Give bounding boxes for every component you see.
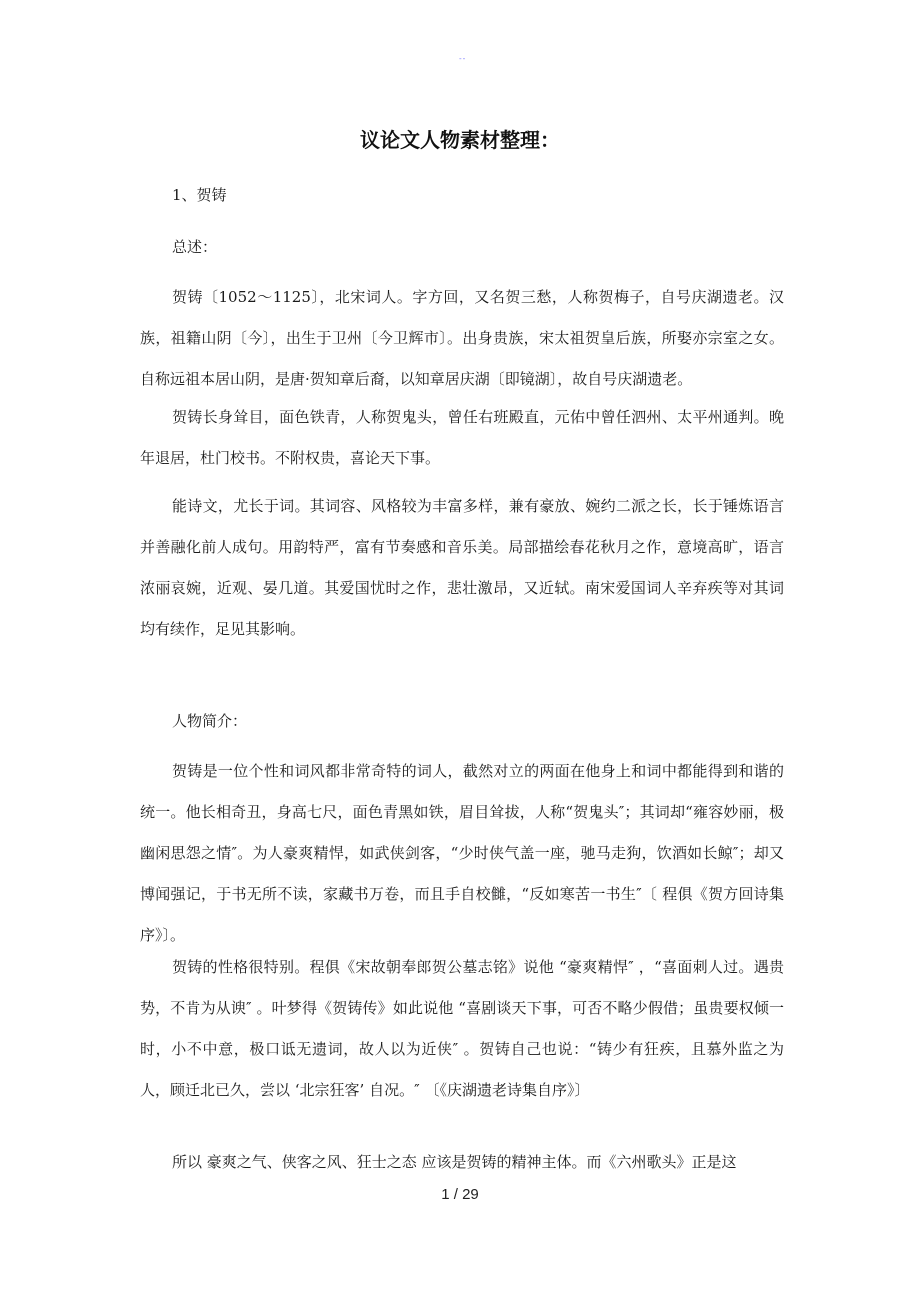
- summary-paragraph: 贺铸长身耸目，面色铁青，人称贺鬼头，曾任右班殿直，元佑中曾任泗州、太平州通判。晚年退居，杜门校书。不附权贵，喜论天下事。: [140, 408, 784, 467]
- profile-paragraph: 所以 豪爽之气、侠客之风、狂士之态 应该是贺铸的精神主体。而《六州歌头》正是这: [172, 1153, 737, 1171]
- header-marker: --: [459, 54, 467, 63]
- document-title: 议论文人物素材整理：: [360, 128, 560, 152]
- summary-paragraph: 能诗文，尤长于词。其词容、风格较为丰富多样，兼有豪放、婉约二派之长，长于锤炼语言并善融化前人成句。用韵特严，富有节奏感和音乐美。局部描绘春花秋月之作，意境高旷，语言浓丽哀婉，近观、晏几道。其爱国忧时之作，悲壮激昂，又近轼。南宋爱国词人辛弃疾等对其词均有续作，足见其影响。: [140, 497, 784, 638]
- profile-paragraph: 贺铸是一位个性和词风都非常奇特的词人，截然对立的两面在他身上和词中都能得到和谐的统一。他长相奇丑，身高七尺，面色青黑如铁，眉目耸拔，人称“贺鬼头″；其词却“雍容妙丽，极幽闲思怨之情″。为人豪爽精悍，如武侠剑客，“少时侠气盖一座，驰马走狗，饮酒如长鲸″；却又博闻强记，于书无所不读，家藏书万卷，而且手自校雠，“反如寒苦一书生″〔 程俱《贺方回诗集序》〕。: [140, 762, 784, 944]
- profile-paragraph: 贺铸的性格很特别。程俱《宋故朝奉郎贺公墓志铭》说他 “豪爽精悍″ ，“喜面刺人过。遇贵势，不肯为从谀″ 。叶梦得《贺铸传》如此说他 “喜剧谈天下事，可否不略少假借；虽贵要权倾一时，小不中意，极口诋无遗词，故人以为近侠″ 。贺铸自己也说：“铸少有狂疾，且慕外监之为人，顾迁北已久，尝以 ‘北宗狂客’ 自况。″ 〔《庆湖遗老诗集自序》〕: [140, 958, 784, 1099]
- profile-subheading: 人物简介：: [172, 712, 248, 730]
- summary-paragraph: 贺铸〔1052～1125〕，北宋词人。字方回，又名贺三愁，人称贺梅子，自号庆湖遗老。汉族，祖籍山阴〔今〕，出生于卫州〔今卫辉市〕。出身贵族，宋太祖贺皇后族，所娶亦宗室之女。自称远祖本居山阴，是唐·贺知章后裔，以知章居庆湖〔即镜湖〕，故自号庆湖遗老。: [140, 288, 784, 388]
- summary-subheading: 总述：: [172, 238, 218, 256]
- page-indicator: 1 / 29: [441, 1186, 479, 1203]
- section-heading: 1、贺铸: [172, 186, 227, 204]
